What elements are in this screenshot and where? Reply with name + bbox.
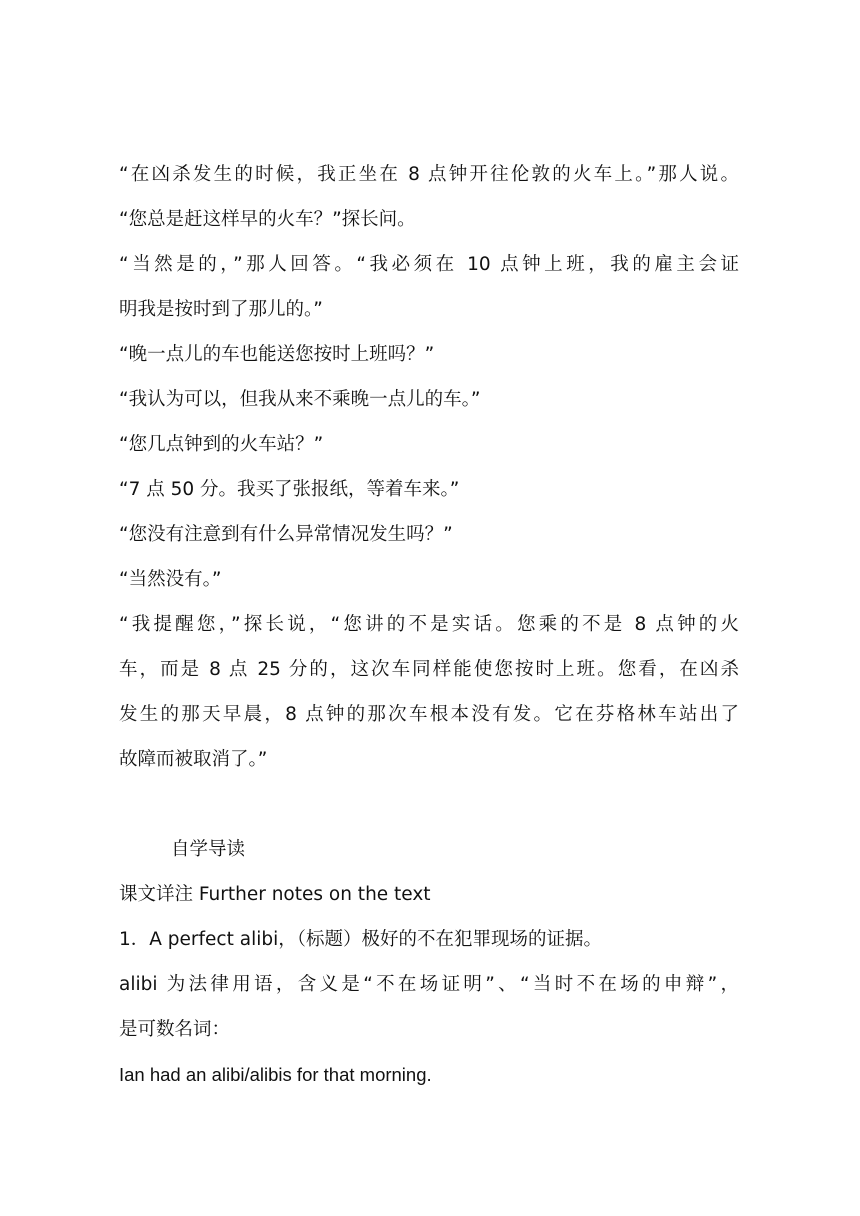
dialogue-line: “当然没有。”	[119, 569, 222, 590]
dialogue-line: “7 点 50 分。我买了张报纸，等着车来。”	[119, 479, 460, 500]
dialogue-line: “您总是赶这样早的火车？”探长问。	[119, 209, 416, 230]
document-body	[119, 152, 739, 1097]
dialogue-line: 故障而被取消了。”	[119, 749, 268, 770]
dialogue-line: 发生的那天早晨，8 点钟的那次车根本没有发。它在芬格林车站出了	[119, 704, 739, 725]
notes-subheading: 课文详注 Further notes on the text	[119, 884, 431, 905]
explanation-line: 是可数名词：	[119, 1019, 231, 1040]
example-sentence: Ian had an alibi/alibis for that morning.	[119, 1064, 432, 1085]
dialogue-line: “晚一点儿的车也能送您按时上班吗？”	[119, 344, 435, 365]
dialogue-line: 明我是按时到了那儿的。”	[119, 299, 323, 320]
paragraph-gap	[119, 782, 739, 827]
dialogue-line: 车，而是 8 点 25 分的，这次车同样能使您按时上班。您看，在凶杀	[119, 659, 739, 680]
dialogue-line: “您几点钟到的火车站？”	[119, 434, 324, 455]
dialogue-line: “在凶杀发生的时候，我正坐在 8 点钟开往伦敦的火车上。”那人说。	[119, 164, 739, 185]
note-item: 1．A perfect alibi，（标题）极好的不在犯罪现场的证据。	[119, 929, 602, 950]
dialogue-line: “我认为可以，但我从来不乘晚一点儿的车。”	[119, 389, 481, 410]
dialogue-line: “我提醒您，”探长说，“您讲的不是实话。您乘的不是 8 点钟的火	[119, 614, 739, 635]
explanation-line: alibi 为法律用语，含义是“不在场证明”、“当时不在场的申辩”，	[119, 974, 739, 995]
section-heading: 自学导读	[171, 839, 246, 860]
dialogue-line: “当然是的，”那人回答。“我必须在 10 点钟上班，我的雇主会证	[119, 254, 739, 275]
dialogue-line: “您没有注意到有什么异常情况发生吗？”	[119, 524, 453, 545]
